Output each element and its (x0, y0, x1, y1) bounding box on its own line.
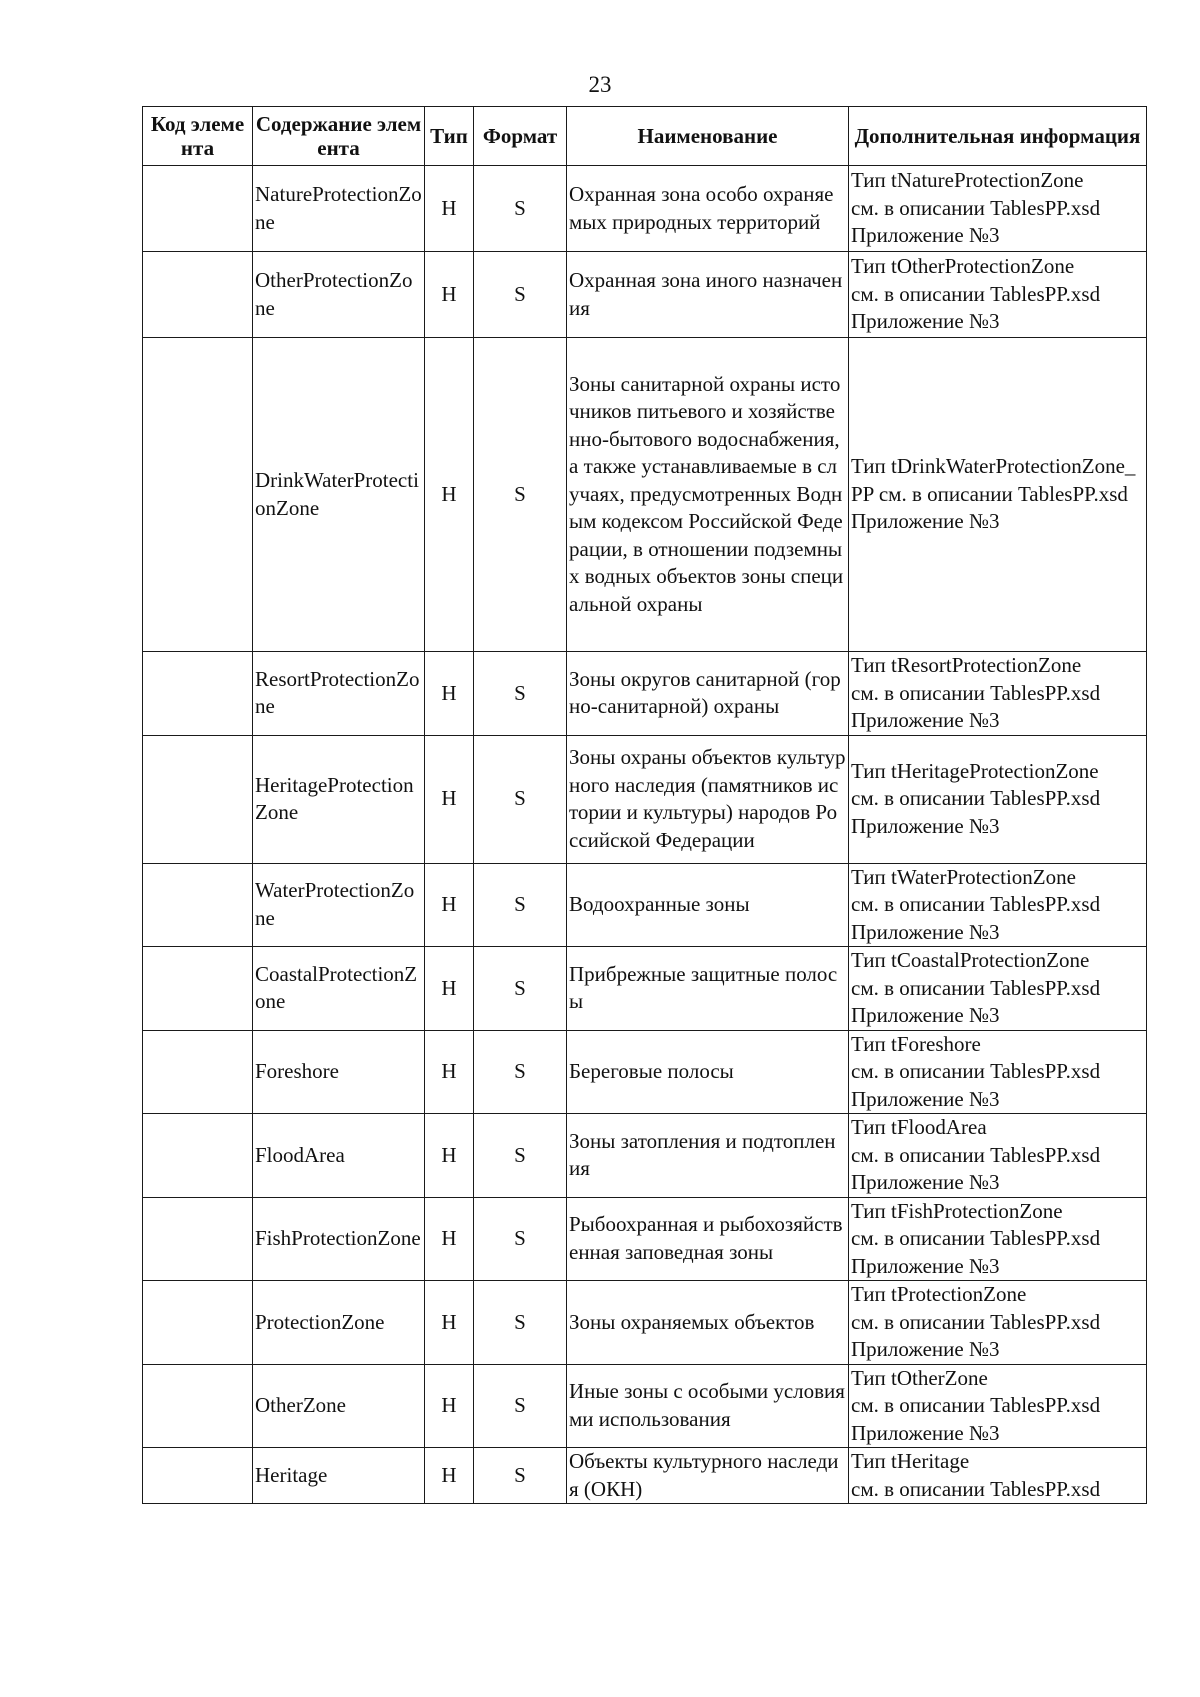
table-row (143, 947, 1147, 1031)
cell-content: ResortProtectionZone (253, 652, 425, 736)
cell-content: OtherProtectionZone (253, 252, 425, 338)
cell-format: S (474, 1114, 567, 1198)
header-type: Тип (425, 107, 474, 166)
info-line: Тип tFloodArea (851, 1115, 987, 1139)
table-row (143, 1281, 1147, 1365)
table-row (143, 1114, 1147, 1198)
cell-content: FishProtectionZone (253, 1197, 425, 1281)
info-line: см. в описании TablesPP.xsd (851, 281, 1101, 306)
info-line: Тип tDrinkWaterProtectionZone_PP см. в описании TablesPP.xsd (851, 454, 1136, 506)
info-line: см. в описании TablesPP.xsd (851, 1226, 1101, 1250)
info-line: см. в описании TablesPP.xsd (851, 1142, 1101, 1167)
cell-name: Зоны охраняемых объектов (567, 1281, 849, 1365)
table-row (143, 1197, 1147, 1281)
cell-format: S (474, 1197, 567, 1281)
info-line: Приложение №3 (851, 919, 1000, 944)
info-line: Приложение №3 (851, 509, 1000, 534)
info-line: Тип tHeritageProtectionZone (851, 758, 1099, 783)
cell-info (849, 1197, 1147, 1281)
cell-code (143, 166, 253, 252)
cell-format: S (474, 863, 567, 947)
cell-type: Н (425, 252, 474, 338)
info-line: см. в описании TablesPP.xsd (851, 1476, 1101, 1501)
cell-info (849, 735, 1147, 863)
info-line: Приложение №3 (851, 1420, 1000, 1445)
cell-name: Объекты культурного наследия (ОКН) (567, 1448, 849, 1504)
cell-info (849, 1448, 1147, 1504)
cell-name: Иные зоны с особыми условиями использования (567, 1364, 849, 1448)
info-line: см. в описании TablesPP.xsd (851, 1309, 1101, 1334)
info-line: Приложение №3 (851, 813, 1000, 838)
table-row (143, 1364, 1147, 1448)
info-line: Приложение №3 (851, 1337, 1000, 1361)
cell-type: Н (425, 1197, 474, 1281)
cell-content: Heritage (253, 1448, 425, 1504)
cell-format: S (474, 735, 567, 863)
cell-info (849, 252, 1147, 338)
cell-format: S (474, 1448, 567, 1504)
header-info: Дополнительная информация (849, 107, 1147, 166)
cell-format: S (474, 166, 567, 252)
cell-content: FloodArea (253, 1114, 425, 1198)
cell-info (849, 1030, 1147, 1114)
info-line: Приложение №3 (851, 1170, 1000, 1194)
table-row (143, 1448, 1147, 1504)
table-row (143, 1030, 1147, 1114)
cell-code (143, 1364, 253, 1448)
cell-info (849, 1114, 1147, 1198)
cell-format: S (474, 652, 567, 736)
info-line: см. в описании TablesPP.xsd (851, 1393, 1101, 1417)
cell-type: Н (425, 947, 474, 1031)
header-name: Наименование (567, 107, 849, 166)
cell-format: S (474, 252, 567, 338)
cell-content: ProtectionZone (253, 1281, 425, 1365)
cell-content: WaterProtectionZone (253, 863, 425, 947)
info-line: см. в описании TablesPP.xsd (851, 1059, 1101, 1083)
cell-code (143, 1197, 253, 1281)
cell-format: S (474, 1364, 567, 1448)
cell-content: OtherZone (253, 1364, 425, 1448)
info-line: Приложение №3 (851, 309, 1000, 334)
cell-type: Н (425, 1114, 474, 1198)
cell-name: Охранная зона особо охраняемых природных территорий (567, 166, 849, 252)
table-row (143, 735, 1147, 863)
cell-name: Зоны затопления и подтопления (567, 1114, 849, 1198)
info-line: Тип tFishProtectionZone (851, 1198, 1063, 1223)
cell-code (143, 863, 253, 947)
cell-type: Н (425, 338, 474, 652)
cell-type: Н (425, 652, 474, 736)
elements-table (142, 106, 1147, 1504)
cell-format: S (474, 1281, 567, 1365)
table-row (143, 338, 1147, 652)
info-line: см. в описании TablesPP.xsd (851, 195, 1101, 220)
cell-info (849, 1364, 1147, 1448)
cell-info (849, 652, 1147, 736)
info-line: см. в описании TablesPP.xsd (851, 975, 1101, 1000)
cell-info (849, 947, 1147, 1031)
info-line: см. в описании TablesPP.xsd (851, 786, 1101, 811)
cell-type: Н (425, 1448, 474, 1504)
cell-format: S (474, 1030, 567, 1114)
table-row (143, 166, 1147, 252)
info-line: Тип tHeritage (851, 1449, 970, 1473)
table-body (143, 166, 1147, 1504)
cell-name: Зоны охраны объектов культурного наследия (памятников истории и культуры) народов Российской Федерации (567, 735, 849, 863)
cell-format: S (474, 947, 567, 1031)
cell-type: Н (425, 1030, 474, 1114)
table-row (143, 863, 1147, 947)
cell-content: Foreshore (253, 1030, 425, 1114)
info-line: Тип tNatureProtectionZone (851, 168, 1084, 193)
table-row (143, 252, 1147, 338)
cell-info (849, 166, 1147, 252)
cell-code (143, 252, 253, 338)
cell-type: Н (425, 1364, 474, 1448)
info-line: Тип tOtherZone (851, 1365, 988, 1390)
table-row (143, 652, 1147, 736)
cell-content: CoastalProtectionZone (253, 947, 425, 1031)
cell-code (143, 1281, 253, 1365)
cell-content: DrinkWaterProtectionZone (253, 338, 425, 652)
cell-code (143, 947, 253, 1031)
cell-info (849, 863, 1147, 947)
header-format: Формат (474, 107, 567, 166)
cell-code (143, 652, 253, 736)
cell-code (143, 735, 253, 863)
info-line: Приложение №3 (851, 708, 1000, 732)
cell-name: Рыбоохранная и рыбохозяйственная заповедная зоны (567, 1197, 849, 1281)
cell-type: Н (425, 1281, 474, 1365)
info-line: Тип tForeshore (851, 1031, 981, 1056)
page-number: 23 (588, 72, 612, 97)
cell-name: Зоны санитарной охраны источников питьевого и хозяйственно-бытового водоснабжения, а также устанавливаемые в случаях, предусмотренных Водным кодексом Российской Федерации, в отношении подземных водных объектов зоны специальной охраны (567, 338, 849, 652)
header-content: Содержание элемента (253, 107, 425, 166)
info-line: Тип tOtherProtectionZone (851, 254, 1075, 279)
cell-info (849, 338, 1147, 652)
cell-info (849, 1281, 1147, 1365)
cell-name: Береговые полосы (567, 1030, 849, 1114)
info-line: Приложение №3 (851, 223, 1000, 248)
cell-name: Прибрежные защитные полосы (567, 947, 849, 1031)
cell-name: Водоохранные зоны (567, 863, 849, 947)
cell-type: Н (425, 735, 474, 863)
cell-code (143, 1448, 253, 1504)
cell-type: Н (425, 863, 474, 947)
table-header-row (143, 107, 1147, 166)
cell-name: Охранная зона иного назначения (567, 252, 849, 338)
cell-code (143, 1114, 253, 1198)
info-line: Тип tResortProtectionZone (851, 653, 1082, 677)
header-code: Код элемента (143, 107, 253, 166)
cell-code (143, 1030, 253, 1114)
cell-code (143, 338, 253, 652)
info-line: см. в описании TablesPP.xsd (851, 892, 1101, 916)
info-line: Тип tWaterProtectionZone (851, 864, 1076, 889)
cell-type: Н (425, 166, 474, 252)
info-line: Приложение №3 (851, 1003, 1000, 1027)
cell-content: HeritageProtectionZone (253, 735, 425, 863)
cell-name: Зоны округов санитарной (горно-санитарной) охраны (567, 652, 849, 736)
info-line: Приложение №3 (851, 1086, 1000, 1111)
cell-format: S (474, 338, 567, 652)
cell-content: NatureProtectionZone (253, 166, 425, 252)
info-line: см. в описании TablesPP.xsd (851, 680, 1101, 705)
info-line: Тип tProtectionZone (851, 1282, 1027, 1306)
info-line: Тип tCoastalProtectionZone (851, 948, 1090, 972)
info-line: Приложение №3 (851, 1253, 1000, 1278)
